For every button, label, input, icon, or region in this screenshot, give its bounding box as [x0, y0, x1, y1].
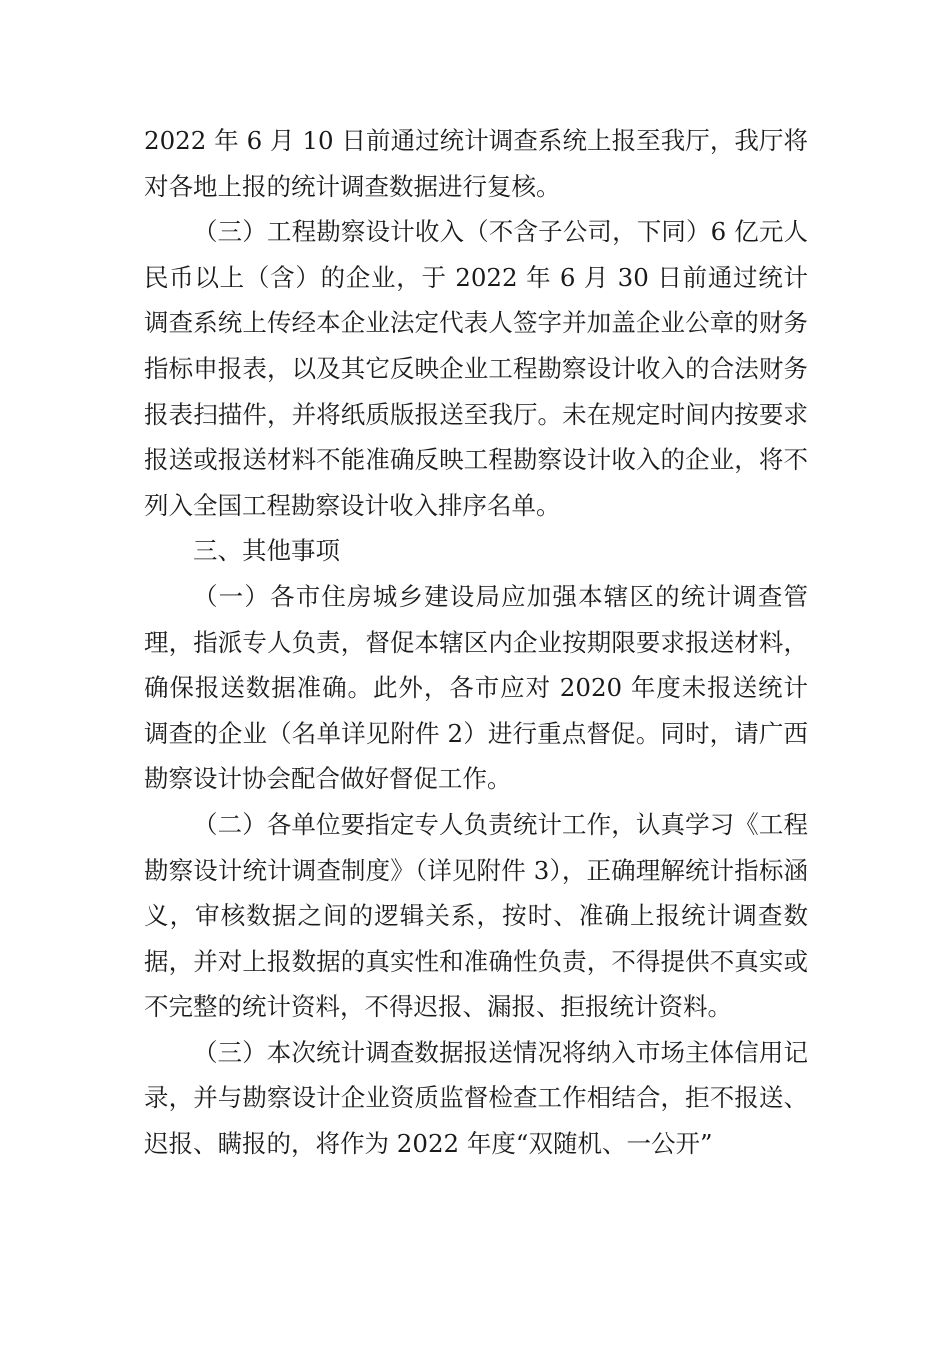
paragraph-item-3-revenue-enterprises: （三）工程勘察设计收入（不含子公司，下同）6 亿元人民币以上（含）的企业，于 2022 年 6 月 30 日前通过统计调查系统上传经本企业法定代表人签字并加盖企业公章的财务指标申报表，以及其它反映企业工程勘察设计收入的合法财务报表扫描件，并将纸质版报送至我厅。未在规定时间内按要求报送或报送材料不能准确反映工程勘察设计收入的企业，将不列入全国工程勘察设计收入排序名单。: [144, 217, 808, 520]
paragraph-item-3-credit-record: （三）本次统计调查数据报送情况将纳入市场主体信用记录，并与勘察设计企业资质监督检查工作相结合，拒不报送、迟报、瞒报的，将作为 2022 年度“双随机、一公开”: [144, 1037, 808, 1159]
paragraph-continuation-report-deadline: 2022 年 6 月 10 日前通过统计调查系统上报至我厅，我厅将对各地上报的统计调查数据进行复核。: [144, 126, 808, 201]
section-heading-other-matters: 三、其他事项: [193, 536, 340, 566]
paragraph-item-2-designated-staff: （二）各单位要指定专人负责统计工作，认真学习《工程勘察设计统计调查制度》（详见附件 3），正确理解统计指标涵义，审核数据之间的逻辑关系，按时、准确上报统计调查数据，并对上报数据的真实性和准确性负责，不得提供不真实或不完整的统计资料，不得迟报、漏报、拒报统计资料。: [144, 809, 808, 1022]
paragraph-item-1-city-management: （一）各市住房城乡建设局应加强本辖区的统计调查管理，指派专人负责，督促本辖区内企业按期限要求报送材料，确保报送数据准确。此外，各市应对 2020 年度未报送统计调查的企业（名单详见附件 2）进行重点督促。同时，请广西勘察设计协会配合做好督促工作。: [144, 581, 808, 794]
document-body: [144, 118, 808, 1167]
